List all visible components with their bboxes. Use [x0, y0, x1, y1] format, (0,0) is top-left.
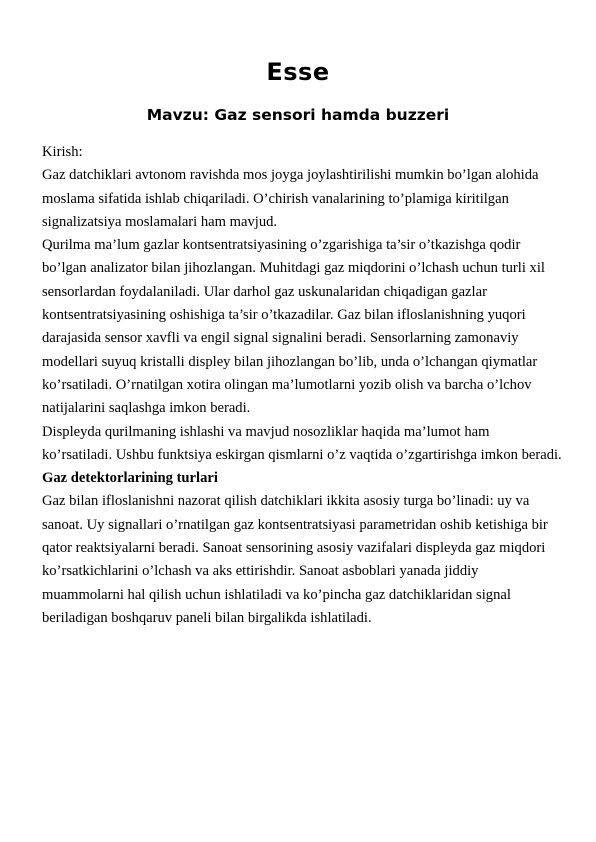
paragraph-1: Gaz datchiklari avtonom ravishda mos joyga joylashtirilishi mumkin bo’lgan alohida moslama sifatida ishlab chiqariladi. O’chirish vanalarining to’plamiga kiritilgan signalizatsiya moslamalari ham mavjud.: [42, 167, 539, 230]
paragraph-4: Gaz bilan ifloslanishni nazorat qilish datchiklari ikkita asosiy turga bo’linadi: uy va sanoat. Uy signallari o’rnatilgan gaz kontsentratsiyasi parametridan oshib ketishiga bir qator reaktsiyalarni beradi. Sanoat sensorining asosiy vazifalari displeyda gaz miqdori ko’rsatkichlarini o’lchash va aks ettirishdir. Sanoat asboblari yanada jiddiy muammolarni hal qilish uchun ishlatiladi va ko’pincha gaz datchiklaridan signal beriladigan boshqaruv paneli bilan birgalikda ishlatiladi.: [42, 493, 548, 626]
paragraph-3: Displeyda qurilmaning ishlashi va mavjud nosozliklar haqida ma’lumot ham ko’rsatiladi. Ushbu funktsiya eskirgan qismlarni o’z vaqtida o’zgartirishga imkon beradi.: [42, 423, 562, 463]
document-subtitle: Mavzu: Gaz sensori hamda buzzeri: [146, 106, 450, 124]
section-heading-detector-types: Gaz detektorlarining turlari: [42, 470, 218, 487]
paragraph-2: Qurilma ma’lum gazlar kontsentratsiyasining o’zgarishiga ta’sir o’tkazishga qodir bo’lgan analizator bilan jihozlangan. Muhitdagi gaz miqdorini o’lchash uchun turli xil sensorlardan foydalaniladi. Ular darhol gaz uskunalaridan chiqadigan gazlar kontsentratsiyasining oshishiga ta’sir o’tkazadilar. Gaz bilan ifloslanishning yuqori darajasida sensor xavfli va engil signal signalini beradi. Sensorlarning zamonaviy modellari suyuq kristalli displey bilan jihozlangan bo’lib, unda o’lchangan qiymatlar ko’rsatiladi. O’rnatilgan xotira olingan ma’lumotlarni yozib olish va barcha o’lchov natijalarini saqlashga imkon beradi.: [42, 237, 545, 417]
document-title: Esse: [266, 58, 330, 86]
document-body: [42, 141, 562, 630]
section-label-intro: Kirish:: [42, 144, 83, 160]
